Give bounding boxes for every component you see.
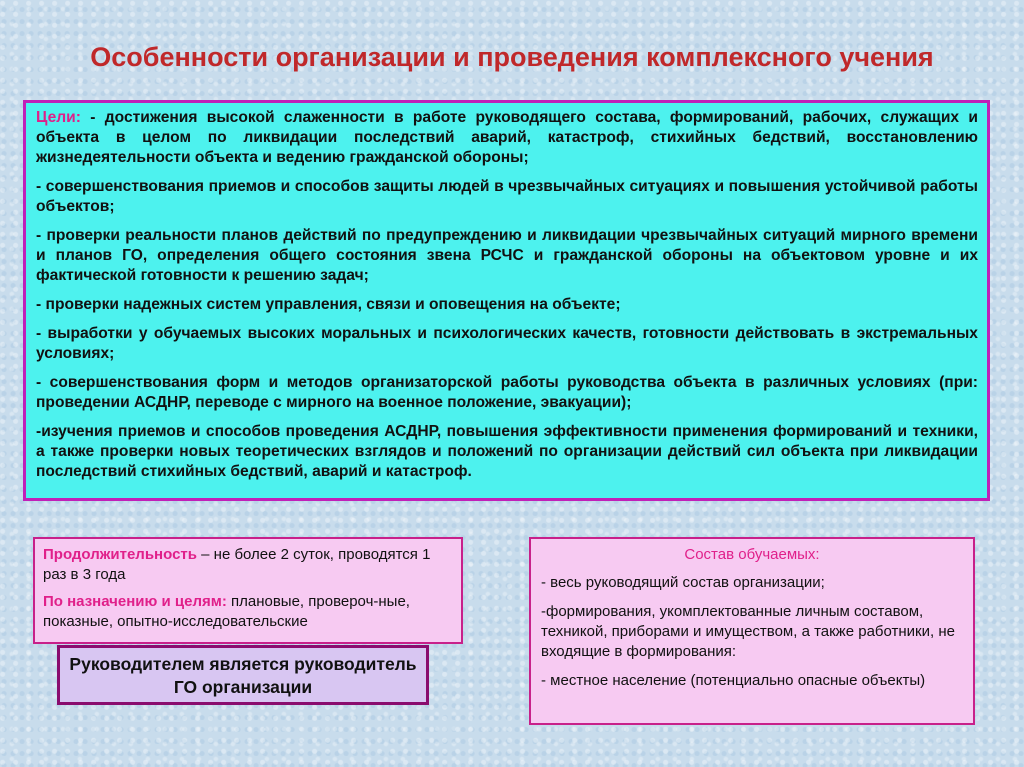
trainees-box <box>529 537 975 725</box>
trainees-heading: Состав обучаемых: <box>684 546 820 563</box>
goals-item: - проверки реальности планов действий по предупреждению и ликвидации чрезвычайных ситуаций мирного времени и планов ГО, определения общего состояния звена РСЧС и гражданской обороны на объектовом уровне и их фактической готовности к решению задач; <box>36 227 978 284</box>
goals-box <box>23 100 990 501</box>
goals-intro <box>36 108 978 168</box>
page-title: Особенности организации и проведения комплексного учения <box>90 42 934 72</box>
duration-line <box>43 545 453 585</box>
trainees-item: - весь руководящий состав организации; <box>541 574 825 591</box>
goals-label: Цели: <box>36 109 81 126</box>
duration-box <box>33 537 463 644</box>
goals-intro-text: - достижения высокой слаженности в работе руководящего состава, формирований, рабочих, служащих и объекта в целом по ликвидации последствий аварий, катастроф, стихийных бедствий, восстановлению жизнедеятельности объекта и ведению гражданской обороны; <box>36 109 978 166</box>
trainees-item: -формирования, укомплектованные личным составом, техникой, приборами и имуществом, а также работники, не входящие в формирования: <box>541 603 955 660</box>
purpose-line <box>43 592 453 632</box>
goals-item: - совершенствования форм и методов организаторской работы руководства объекта в различных условиях (при: проведении АСДНР, переводе с мирного на военное положение, эвакуации); <box>36 374 978 411</box>
trainees-item: - местное население (потенциально опасные объекты) <box>541 672 926 689</box>
goals-item: - выработки у обучаемых высоких моральных и психологических качеств, готовности действовать в экстремальных условиях; <box>36 325 978 362</box>
duration-label: Продолжительность <box>43 546 197 563</box>
purpose-label: По назначению и целям: <box>43 593 227 610</box>
goals-item: - проверки надежных систем управления, связи и оповещения на объекте; <box>36 296 621 313</box>
goals-item: -изучения приемов и способов проведения АСДНР, повышения эффективности применения формирований и техники, а также проверки новых теоретических взглядов и положений по организации действий сил объекта при ликвидации последствий стихийных бедствий, аварий и катастроф. <box>36 423 978 480</box>
leader-box: Руководителем является руководитель ГО организации <box>57 645 429 705</box>
duration-text: – не более 2 суток, проводятся 1 раз в 3 года <box>43 546 431 583</box>
purpose-text: плановые, провероч-ные, показные, опытно-исследовательские <box>43 593 410 630</box>
goals-item: - совершенствования приемов и способов защиты людей в чрезвычайных ситуациях и повышения устойчивой работы объектов; <box>36 178 978 215</box>
